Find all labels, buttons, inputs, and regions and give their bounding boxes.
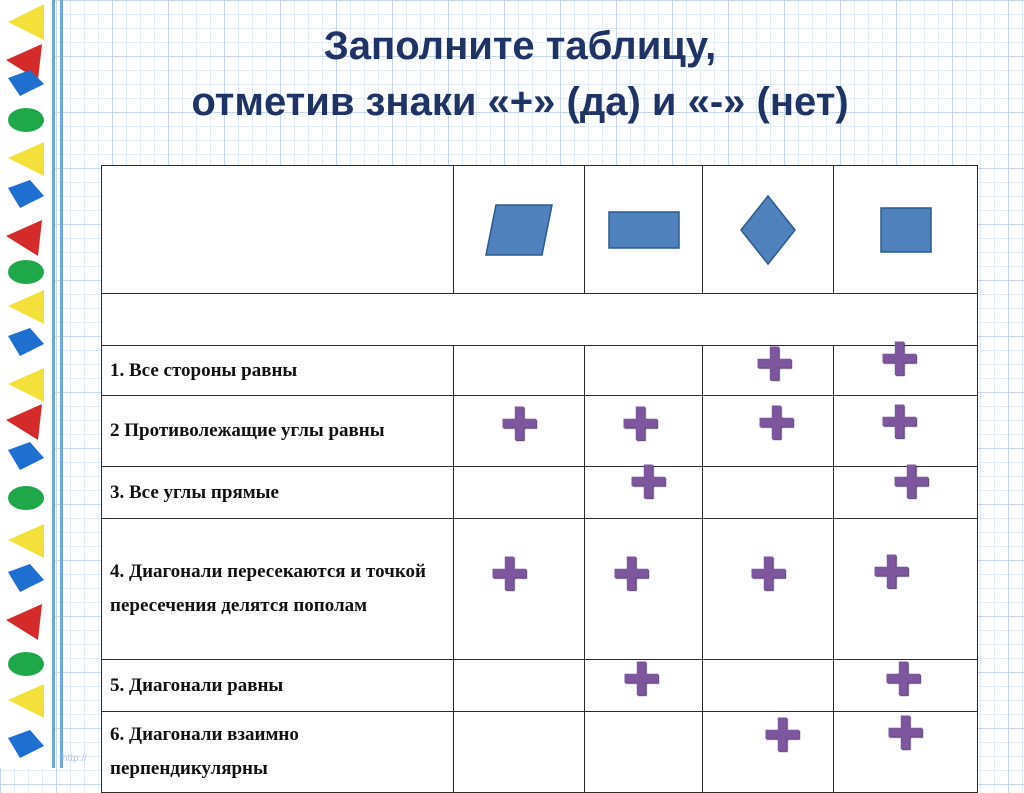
table-row [102,519,978,660]
plus-mark: ✚ [500,397,539,451]
watermark: http:// [62,753,88,764]
square-cell [834,166,978,294]
plus-mark: ✚ [490,547,529,601]
mark-cell [454,660,585,712]
parallelogram-icon [482,202,556,258]
blank-row [102,294,978,346]
plus-mark: ✚ [629,455,668,509]
mark-cell [703,337,834,396]
mark-cell [454,396,585,467]
table-row [102,660,978,712]
plus-mark: ✚ [757,396,796,450]
mark-cell [585,712,703,793]
mark-cell [703,519,834,660]
plus-mark: ✚ [884,652,923,706]
table-row [102,346,978,396]
mark-cell [585,455,703,519]
margin-line [52,0,55,768]
rectangle-cell [585,166,703,294]
title-line-1: Заполните таблицу, [323,24,717,68]
row-label: 1. Все стороны равны [102,346,454,396]
mark-cell [834,706,978,793]
mark-cell [454,519,585,660]
row-label: 4. Диагонали пересекаются и точкой пересечения делятся пополам [102,519,454,660]
rhombus-cell [703,166,834,294]
blank-cell [102,294,978,346]
row-label: 5. Диагонали равны [102,660,454,712]
mark-cell [703,660,834,712]
margin-shapes-icon [0,0,52,768]
mark-cell [834,455,978,519]
mark-cell [454,712,585,793]
plus-mark: ✚ [892,455,931,509]
mark-cell [703,708,834,793]
plus-mark: ✚ [880,332,919,386]
mark-cell [585,652,703,712]
rhombus-icon [738,194,798,266]
margin-line [60,0,63,768]
plus-mark: ✚ [872,545,911,599]
plus-mark: ✚ [621,397,660,451]
plus-mark: ✚ [880,395,919,449]
plus-mark: ✚ [763,708,802,762]
table-row [102,396,978,467]
mark-cell [585,519,703,660]
mark-cell [834,519,978,660]
mark-cell [703,396,834,467]
shape-header-row [102,166,978,294]
plus-mark: ✚ [755,337,794,391]
title-line-2: отметив знаки «+» (да) и «-» (нет) [191,80,849,124]
parallelogram-cell [454,166,585,294]
mark-cell [585,346,703,396]
table-row [102,467,978,519]
plus-mark: ✚ [749,547,788,601]
plus-mark: ✚ [622,652,661,706]
row-label: 2 Противолежащие углы равны [102,396,454,467]
row-label: 6. Диагонали взаимно перпендикулярны [102,712,454,793]
mark-cell [703,467,834,519]
table-row [102,712,978,793]
mark-cell [454,346,585,396]
plus-mark: ✚ [886,706,925,760]
decorative-margin [0,0,52,768]
row-label: 3. Все углы прямые [102,467,454,519]
slide-title [70,18,970,130]
mark-cell [454,467,585,519]
plus-mark: ✚ [612,547,651,601]
mark-cell [834,332,978,396]
empty-header-cell [102,166,454,294]
mark-cell [834,652,978,712]
square-icon [878,205,934,255]
properties-table [101,165,978,793]
rectangle-icon [607,209,681,251]
